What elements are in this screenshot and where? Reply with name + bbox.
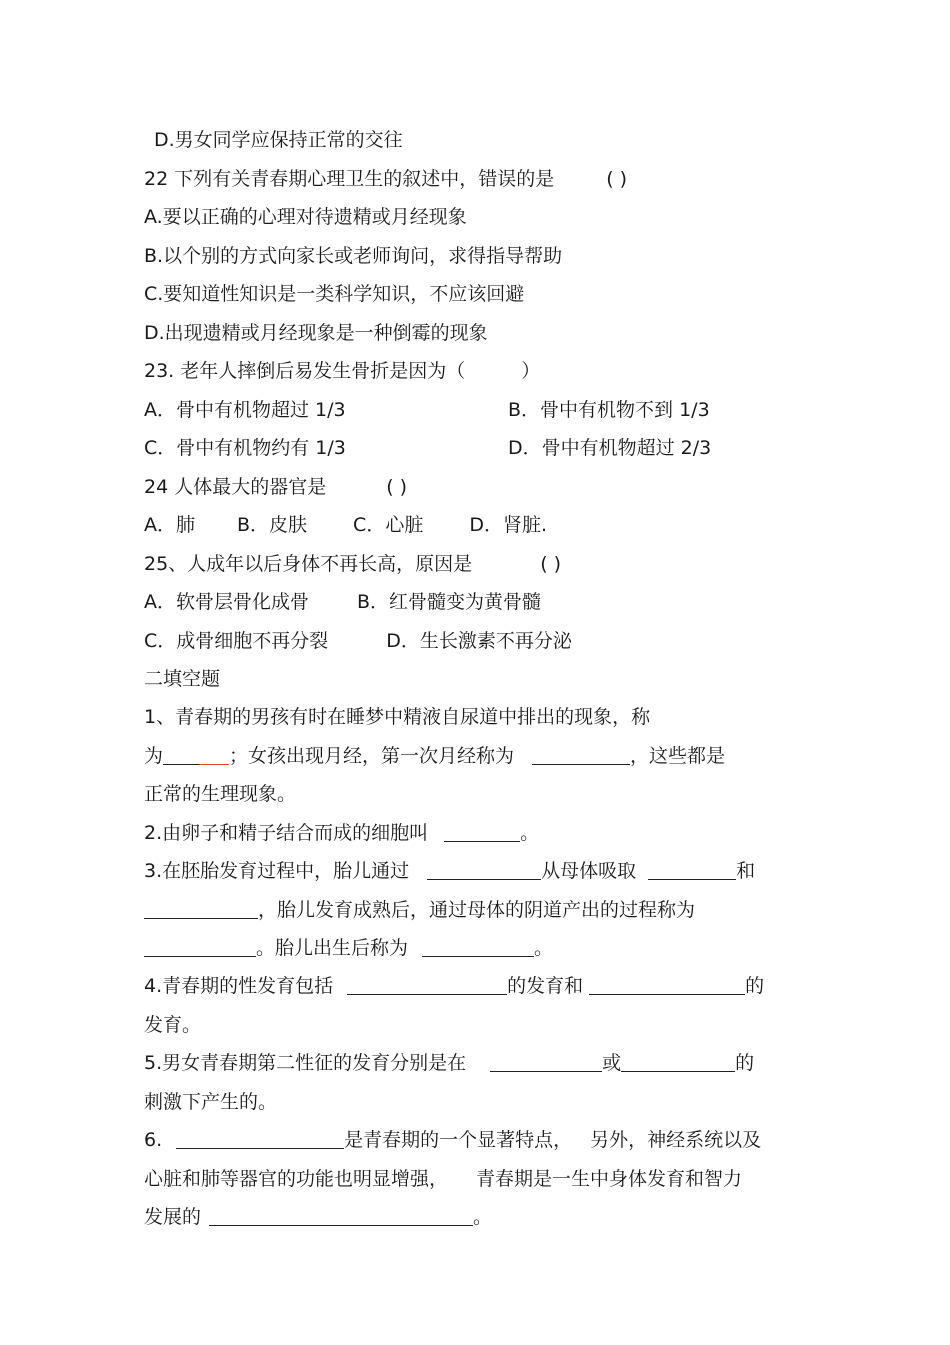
fill5-line-2 (144, 1089, 824, 1115)
fill3-blank-1[interactable] (427, 860, 541, 880)
q22-option-b-text: B.以个别的方式向家长或老师询问，求得指导帮助 (144, 245, 563, 267)
fill4-line-2 (144, 1012, 824, 1038)
q23-option-c: C．骨中有机物约有 1/3 (144, 437, 346, 459)
fill4-line-1 (144, 973, 824, 999)
fill3-blank-2[interactable] (648, 860, 736, 880)
fill2-blank[interactable] (444, 822, 520, 842)
fill1-line-3 (144, 781, 824, 807)
q25-option-a: A．软骨层骨化成骨 (144, 591, 309, 613)
q22-option-c (144, 281, 824, 307)
fill4-prefix: 4.青春期的性发育包括 (144, 975, 334, 997)
fill5-text-2: 刺激下产生的。 (144, 1091, 278, 1113)
section-title-fill-in (144, 666, 824, 692)
fill3-and: 和 (736, 860, 756, 882)
fill6-line-2 (144, 1166, 824, 1192)
q23-stem-text: 23. 老年人摔倒后易发生骨折是因为（ (144, 360, 466, 382)
q23-option-d-wrap (508, 435, 808, 461)
fill2-suffix: 。 (520, 822, 540, 844)
fill1-mid: ；女孩出现月经，第一次月经称为 (229, 745, 515, 767)
fill1-blank-2[interactable] (532, 745, 630, 765)
q25-option-d: D．生长激素不再分泌 (386, 630, 572, 652)
fill4-blank-2[interactable] (589, 975, 745, 995)
fill2-line (144, 820, 824, 846)
q25-stem (144, 551, 824, 577)
fill4-text-2: 发育。 (144, 1014, 202, 1036)
fill3-suffix: 。 (534, 937, 554, 959)
q24-option-b: B．皮肤 (237, 514, 308, 536)
q25-options-row-2 (144, 628, 824, 654)
fill1-suffix: ，这些都是 (630, 745, 726, 767)
q22-option-a-text: A.要以正确的心理对待遗精或月经现象 (144, 206, 467, 228)
fill1-line-2 (144, 743, 824, 769)
q22-stem-text: 22 下列有关青春期心理卫生的叙述中，错误的是 (144, 168, 555, 190)
q24-option-d: D．肾脏. (469, 514, 547, 536)
fill6-prefix: 6. (144, 1129, 163, 1151)
fill3-mid-1: 从母体吸取 (541, 860, 637, 882)
fill6-text-3: 发展的 (144, 1206, 202, 1228)
fill3-blank-4[interactable] (144, 937, 256, 957)
q23-option-b: B．骨中有机物不到 1/3 (508, 399, 710, 421)
q24-stem-text: 24 人体最大的器官是 (144, 476, 327, 498)
fill6-blank-1[interactable] (176, 1129, 344, 1149)
q25-option-c: C．成骨细胞不再分裂 (144, 630, 329, 652)
q22-option-b (144, 243, 824, 269)
q25-answer-paren: ( ) (540, 553, 562, 575)
q23-stem (144, 358, 824, 384)
fill4-mid: 的发育和 (507, 975, 584, 997)
q22-answer-paren: ( ) (606, 168, 628, 190)
fill1-line-1 (144, 704, 824, 730)
q22-option-d-text: D.出现遗精或月经现象是一种倒霉的现象 (144, 322, 488, 344)
q21-option-d-text: D.男女同学应保持正常的交往 (154, 129, 403, 151)
fill6-text-2b: 青春期是一生中身体发育和智力 (476, 1168, 743, 1190)
fill6-blank-2[interactable] (209, 1206, 473, 1226)
q23-answer-paren-close: ） (521, 360, 541, 382)
q24-stem (144, 474, 824, 500)
q24-options (144, 512, 824, 538)
fill3-blank-5[interactable] (422, 937, 534, 957)
fill6-line-3 (144, 1204, 824, 1230)
fill1-blank-1[interactable] (163, 745, 229, 765)
fill6-mid: 是青春期的一个显著特点， (344, 1129, 573, 1151)
q22-stem (144, 166, 824, 192)
fill3-line-2 (144, 897, 824, 923)
q23-option-d: D．骨中有机物超过 2/3 (508, 437, 712, 459)
fill5-suffix: 的 (735, 1052, 755, 1074)
fill5-prefix: 5.男女青春期第二性征的发育分别是在 (144, 1052, 467, 1074)
fill3-line-3 (144, 935, 824, 961)
section-title-text: 二填空题 (144, 668, 221, 690)
fill3-line-1 (144, 858, 824, 884)
fill6-mid-2: 另外，神经系统以及 (590, 1129, 762, 1151)
fill4-blank-1[interactable] (347, 975, 507, 995)
fill3-mid-3: 。胎儿出生后称为 (256, 937, 409, 959)
q25-options-row-1 (144, 589, 824, 615)
q21-option-d (154, 127, 834, 153)
fill6-text-2a: 心脏和肺等器官的功能也明显增强， (144, 1168, 449, 1190)
q22-option-a (144, 204, 824, 230)
q24-option-c: C．心脏 (353, 514, 424, 536)
q22-option-d (144, 320, 824, 346)
fill1-prefix: 为 (144, 745, 164, 767)
q23-option-b-wrap (508, 397, 808, 423)
fill4-suffix: 的 (745, 975, 765, 997)
q22-option-c-text: C.要知道性知识是一类科学知识，不应该回避 (144, 283, 525, 305)
fill5-blank-1[interactable] (490, 1052, 602, 1072)
fill3-blank-3[interactable] (144, 899, 258, 919)
q24-answer-paren: ( ) (386, 476, 408, 498)
fill6-line-1 (144, 1127, 824, 1153)
q23-option-a: A．骨中有机物超过 1/3 (144, 399, 346, 421)
q24-option-a: A．肺 (144, 514, 195, 536)
q25-option-b: B．红骨髓变为黄骨髓 (357, 591, 542, 613)
fill5-line-1 (144, 1050, 824, 1076)
fill5-or: 或 (602, 1052, 622, 1074)
fill3-mid-2: ，胎儿发育成熟后，通过母体的阴道产出的过程称为 (258, 899, 696, 921)
fill3-prefix: 3.在胚胎发育过程中，胎儿通过 (144, 860, 410, 882)
fill5-blank-2[interactable] (621, 1052, 735, 1072)
fill6-suffix: 。 (473, 1206, 493, 1228)
fill2-prefix: 2.由卵子和精子结合而成的细胞叫 (144, 822, 429, 844)
q25-stem-text: 25、人成年以后身体不再长高，原因是 (144, 553, 473, 575)
fill1-text-1: 1、青春期的男孩有时在睡梦中精液自尿道中排出的现象，称 (144, 706, 651, 728)
fill1-text-3: 正常的生理现象。 (144, 783, 297, 805)
